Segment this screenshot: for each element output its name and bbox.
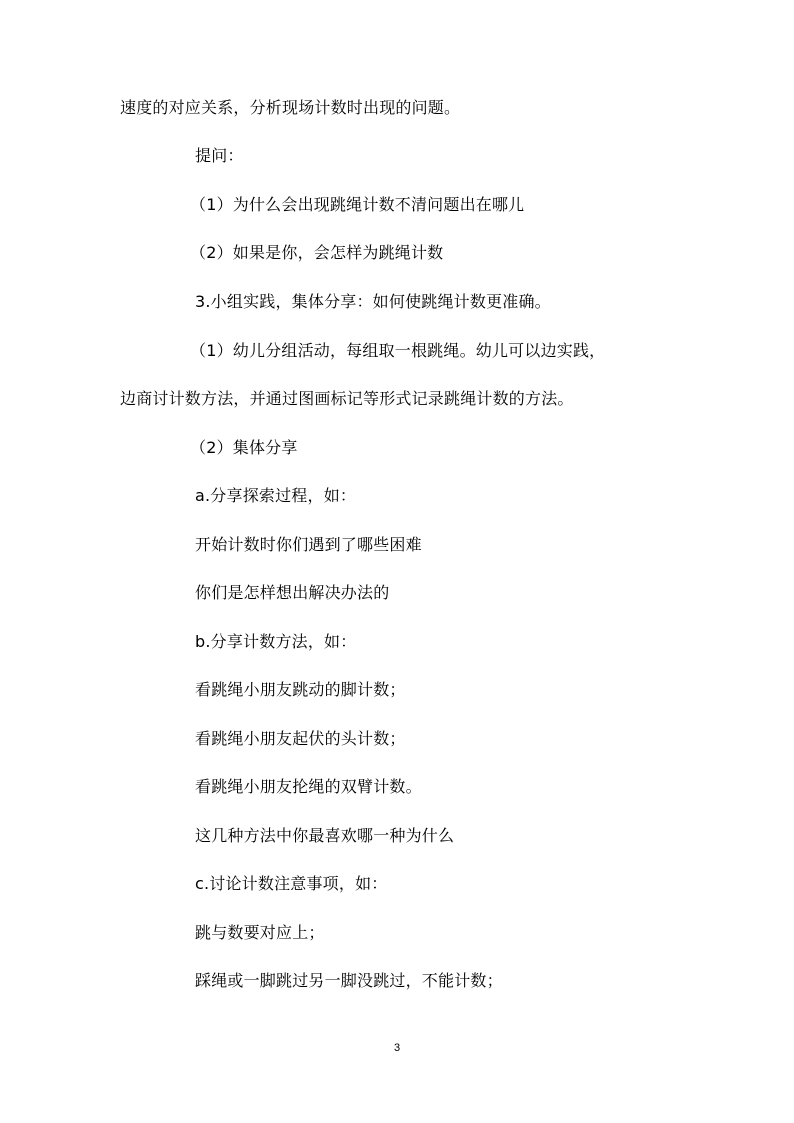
paragraph-line: 边商讨计数方法，并通过图画标记等形式记录跳绳计数的方法。 bbox=[120, 389, 574, 408]
list-heading: c.讨论计数注意事项，如： bbox=[195, 874, 388, 893]
list-item: 看跳绳小朋友起伏的头计数； bbox=[195, 729, 406, 748]
list-item: 看跳绳小朋友抡绳的双臂计数。 bbox=[195, 777, 422, 796]
list-item: 你们是怎样想出解决办法的 bbox=[195, 583, 390, 602]
paragraph-line: 提问： bbox=[195, 146, 244, 165]
paragraph-line: （1）为什么会出现跳绳计数不清问题出在哪儿 bbox=[190, 195, 525, 214]
list-heading: a.分享探索过程，如： bbox=[195, 486, 357, 505]
paragraph-line: （2）集体分享 bbox=[190, 438, 298, 457]
paragraph-line: 速度的对应关系，分析现场计数时出现的问题。 bbox=[120, 98, 461, 117]
list-item: 踩绳或一脚跳过另一脚没跳过，不能计数； bbox=[195, 971, 503, 990]
list-item: 这几种方法中你最喜欢哪一种为什么 bbox=[195, 826, 455, 845]
list-heading: b.分享计数方法，如： bbox=[195, 632, 357, 651]
paragraph-line: （2）如果是你，会怎样为跳绳计数 bbox=[190, 243, 444, 262]
section-heading: 3.小组实践，集体分享：如何使跳绳计数更准确。 bbox=[195, 292, 551, 311]
list-item: 看跳绳小朋友跳动的脚计数； bbox=[195, 680, 406, 699]
page-number: 3 bbox=[393, 1042, 401, 1054]
paragraph-line: （1）幼儿分组活动，每组取一根跳绳。幼儿可以边实践， bbox=[190, 341, 606, 360]
list-item: 跳与数要对应上； bbox=[195, 923, 325, 942]
list-item: 开始计数时你们遇到了哪些困难 bbox=[195, 535, 422, 554]
